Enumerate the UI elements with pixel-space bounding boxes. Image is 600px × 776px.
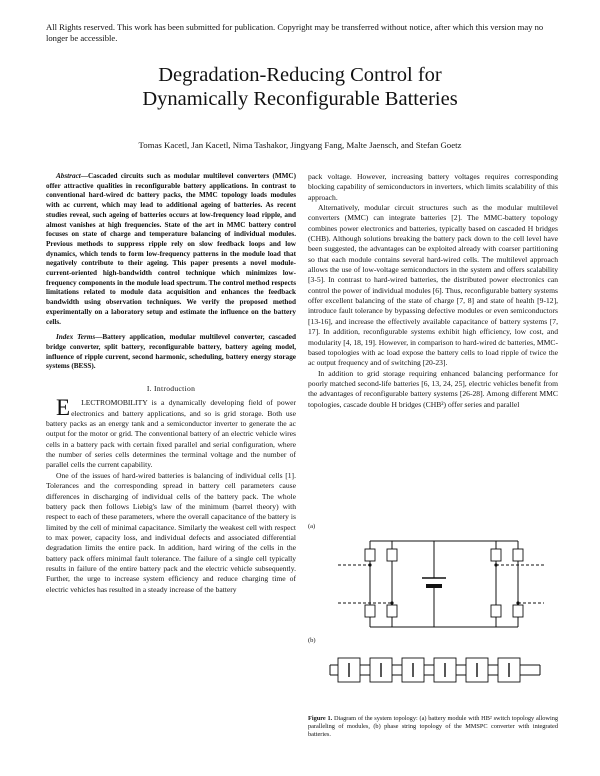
figure-1-caption — [308, 715, 558, 740]
switch-1 — [365, 549, 375, 561]
abstract-label: Abstract — [56, 172, 81, 180]
abstract — [46, 172, 296, 327]
right-paragraph-1: Alternatively, modular circuit structures such as the modular multilevel converters (MMC) can integrate batteries [2]. The MMC-battery topology combines power electronics and batteries, typically based on cascaded H bridges (CHB). Although solutions breaking the battery pack down to the cell level have been suggested, the advantages can be exploited already with coarser partitioning so that each module contains several hard-wired cells. The multilevel approach allows the use of low-voltage semiconductors in the system and offers scalability [3-5]. In contrast to hard-wired batteries, the distributed power electronics can control the power of individual modules [6]. Thus, reconfigurable battery systems offer excellent balancing of the state of charge [7, 8] and state of health [9-12], introduce fault tolerance by bypassing defective modules or even semiconductors [13-16], and increase the effectively available capacitance of battery systems [7, 17]. In addition, reconfigurable systems exhibit high efficiency, low cost, and modularity [4, 18, 19]. However, in comparison to hard-wired dc batteries, MMC-based topologies with ac load expose the battery cells to load ripple of twice the ac output frequency and of switching [20-23]. — [308, 203, 558, 368]
right-column — [308, 172, 558, 410]
author-list: Tomas Kacetl, Jan Kacetl, Nima Tashakor, Jingyang Fang, Malte Jaensch, and Stefan Goetz — [138, 140, 462, 150]
caption-text: Diagram of the system topology: (a) battery module with HB² switch topology allowing paralleling of modules, (b) phase string topology of the MMSPC converter with integrated batteries. — [308, 715, 558, 739]
battery-plate-short — [426, 584, 442, 588]
module-circuit-diagram — [308, 527, 558, 639]
switch-7 — [513, 549, 523, 561]
node-2 — [390, 601, 393, 604]
index-terms — [46, 333, 296, 372]
intro-paragraph-2: One of the issues of hard-wired batteries is balancing of individual cells [1]. Tolerances and the corresponding spread in battery cell parameters cause differences in discharging of individual cells of the battery pack. The whole battery pack then follows Liebig's law of the minimum (barrel theory) with respect to each of these parameters, where the overall capacitance of the battery is limited by the cell of minimal capacitance. Similarly the weakest cell with respect to max power, capacity loss, and individual defects and associated differential degradation limits the entire pack. In addition, hard wiring of the cells in the battery pack offers minimal fault tolerance. The failure of a single cell typically results in failure of the entire battery pack and the electric vehicle subsequently. Further, the urge to increase system efficiency and reduce charging time of electric vehicles has resulted in a steady increase of the battery — [46, 470, 296, 594]
abstract-text: —Cascaded circuits such as modular multilevel converters (MMC) offer attractive qualities in reconfigurable battery applications. In contrast to conventional hard-wired dc battery packs, the MMC topology loads modules with ac current, which may lead to additional ageing of batteries. As recent studies reveal, such ageing of batteries occurs at low-frequency load ripple, and almost vanishes at high frequencies. State of the art in MMC battery control focuses on state of charge and temperature balancing of individual modules. Previous methods to suppress ripple rely on slow feedback loops and low dynamics, which tends to form low-frequency patterns in the module load that negatively contribute to their ageing. This paper presents a novel module-current-oriented high-bandwidth control technique which minimizes low-frequency components in the module load spectrum. The control method respects limitations related to module data acquisition and enhances the feedback bandwidth using observation techniques. We verify the proposed method experimentally on a laboratory setup and estimate the influence on the battery cells. — [46, 172, 296, 326]
switch-2 — [365, 605, 375, 617]
switch-5 — [491, 549, 501, 561]
node-3 — [494, 563, 497, 566]
figure-label-b: (b) — [308, 637, 316, 644]
paper-title — [40, 63, 560, 111]
right-paragraph-2: In addition to grid storage requiring enhanced balancing performance for poorly matched second-life batteries [6, 13, 24, 25], electric vehicles benefit from the advantages of reconfigurable battery systems [26-28]. Among different MMC topologies, cascade double H bridges (CHB²) offer series and parallel — [308, 368, 558, 409]
intro-paragraph-1: ELECTROMOBILITY is a dynamically developing field of power electronics and battery applications, and so is grid storage. Both use battery packs as an energy tank and a semiconductor inverter to generate the ac output for the motor or grid. The conventional battery of an electric vehicle wires cells in a battery pack with certain fixed parallel and serial configuration, where the number of series cells determines the terminal voltage and the number of parallel cells the current capability. — [46, 395, 296, 470]
node-4 — [516, 601, 519, 604]
switch-8 — [513, 605, 523, 617]
index-terms-label: Index Terms — [56, 333, 96, 342]
right-paragraph-0: pack voltage. However, increasing battery voltages requires corresponding blocking capability of semiconductors in inverters, which limits scalability of this approach. — [308, 172, 558, 202]
left-column — [46, 172, 296, 595]
switch-6 — [491, 605, 501, 617]
figure-label-a: (a) — [308, 523, 316, 530]
title-line-2: Dynamically Reconfigurable Batteries — [142, 88, 458, 110]
section-heading-introduction: I. Introduction — [146, 384, 196, 394]
caption-label: Figure 1. — [308, 715, 333, 722]
figure-1 — [308, 519, 558, 709]
title-line-1: Degradation-Reducing Control for — [158, 64, 442, 86]
switch-4 — [387, 605, 397, 617]
switch-3 — [387, 549, 397, 561]
phase-string-diagram — [308, 643, 558, 705]
index-terms-text: —Battery application, modular multilevel converter, cascaded bridge converter, split battery, reconfigurable battery, battery ageing model, influence of ripple current, second harmonic, scheduling, battery energy storage systems (BESS). — [46, 333, 296, 371]
node-1 — [368, 563, 371, 566]
copyright-notice: All Rights reserved. This work has been submitted for publication. Copyright may be transferred without notice, after which this version may no longer be accessible. — [46, 22, 544, 43]
